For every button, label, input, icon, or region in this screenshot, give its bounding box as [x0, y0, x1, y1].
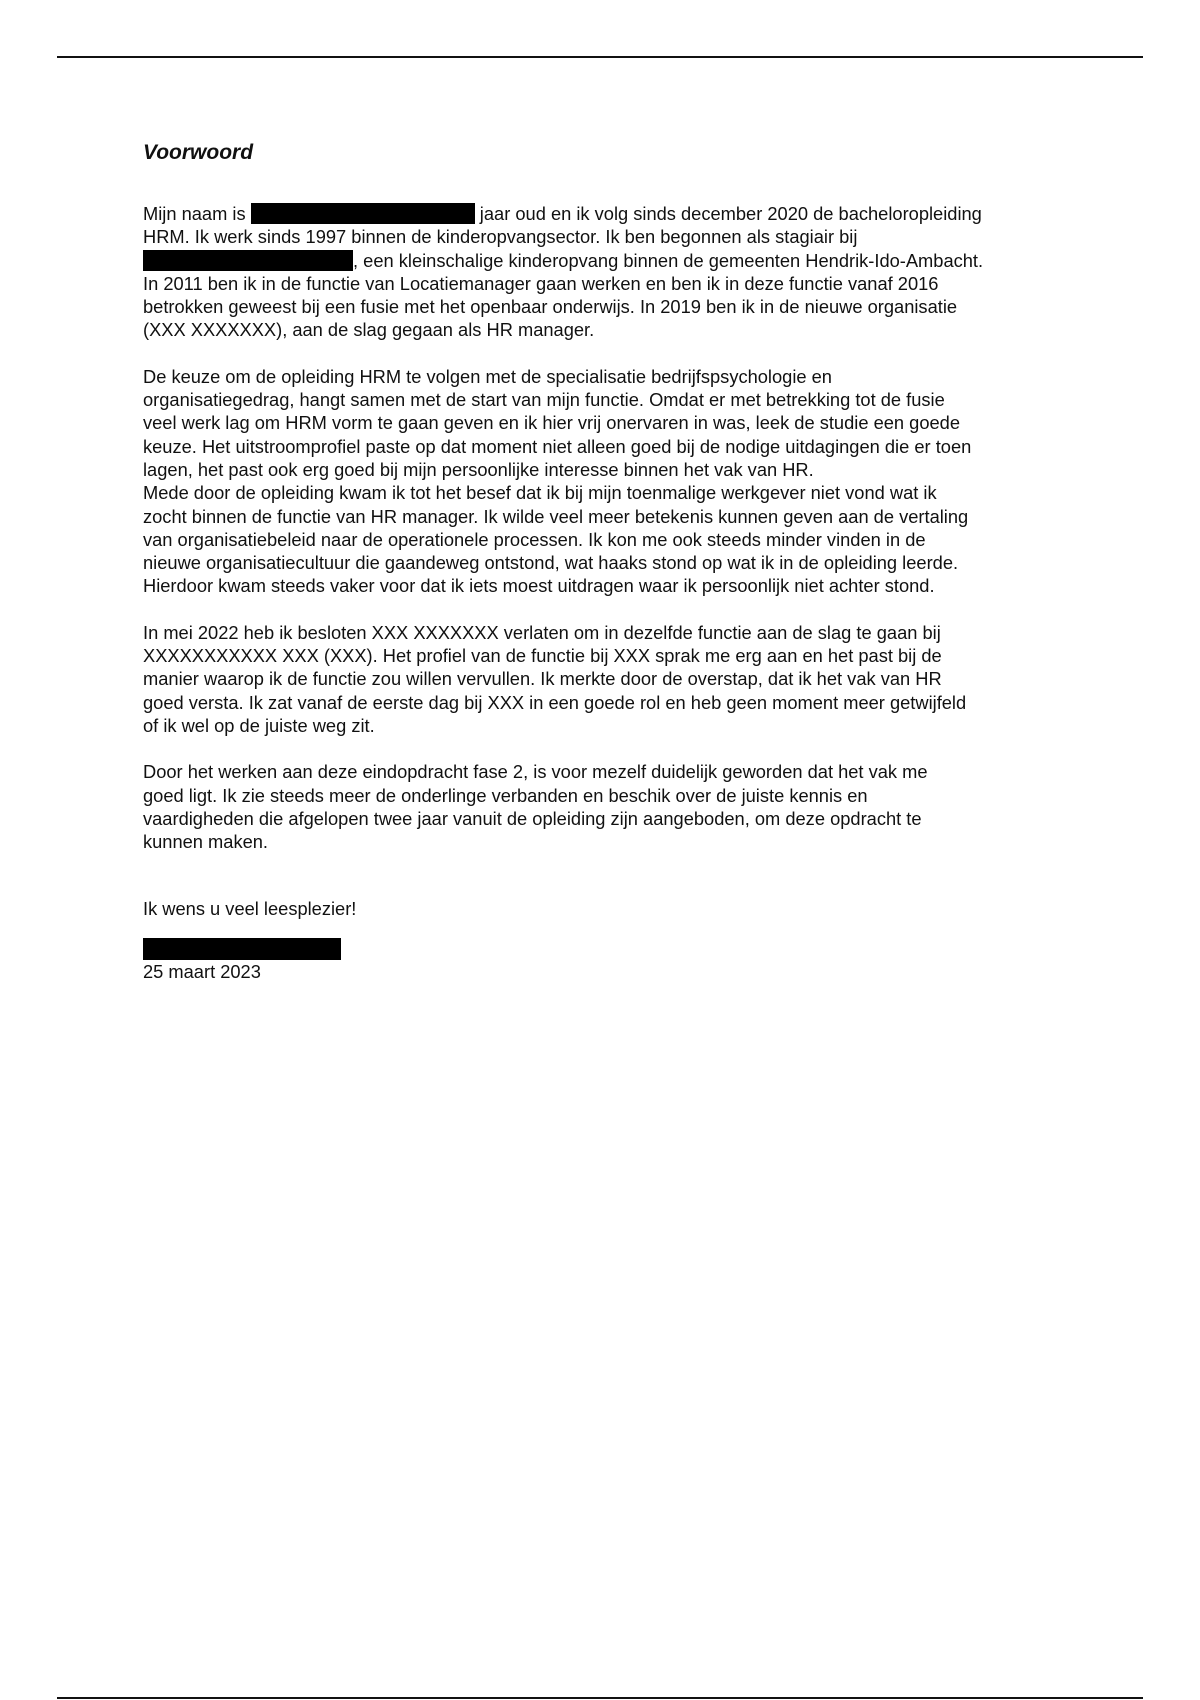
text-fragment: jaar oud en ik volg sinds december 2020 de bacheloropleiding [479, 203, 982, 224]
text-line: van organisatiebeleid naar de operationele processen. Ik kon me ook steeds minder vinden in de [143, 528, 926, 550]
paragraph-career-change [143, 621, 1063, 737]
text-line: of ik wel op de juiste weg zit. [143, 714, 375, 736]
text-line [143, 202, 1063, 225]
text-line: zocht binnen de functie van HR manager. Ik wilde veel meer betekenis kunnen geven aan de vertaling [143, 505, 969, 527]
text-line: manier waarop ik de functie zou willen vervullen. Ik merkte door de overstap, dat ik het vak van HR [143, 668, 942, 690]
text-line: (XXX XXXXXXX), aan de slag gegaan als HR manager. [143, 319, 595, 341]
text-line: betrokken geweest bij een fusie met het openbaar onderwijs. In 2019 ben ik in de nieuwe organisatie [143, 296, 958, 318]
closing-greeting: Ik wens u veel leesplezier! [143, 898, 357, 920]
text-line: keuze. Het uitstroomprofiel paste op dat moment niet alleen goed bij de nodige uitdagingen die er toen [143, 435, 972, 457]
header-rule [57, 56, 1143, 58]
text-line: lagen, het past ook erg goed bij mijn persoonlijke interesse binnen het vak van HR. [143, 458, 814, 480]
section-heading: Voorwoord [143, 141, 254, 164]
text-line: goed versta. Ik zat vanaf de eerste dag bij XXX in een goede rol en heb geen moment meer getwijfeld [143, 691, 967, 713]
text-line: Hierdoor kwam steeds vaker voor dat ik iets moest uitdragen waar ik persoonlijk niet achter stond. [143, 575, 935, 597]
redacted-signature-block [143, 938, 341, 960]
text-line: goed ligt. Ik zie steeds meer de onderlinge verbanden en beschik over de juiste kennis en [143, 784, 868, 806]
text-line: In mei 2022 heb ik besloten XXX XXXXXXX verlaten om in dezelfde functie aan de slag te gaan bij [143, 621, 941, 643]
text-fragment: Mijn naam is [143, 203, 246, 224]
text-line: veel werk lag om HRM vorm te gaan geven en ik hier vrij onervaren in was, leek de studie een goede [143, 412, 960, 434]
text-line: kunnen maken. [143, 831, 269, 853]
document-date: 25 maart 2023 [143, 960, 261, 982]
paragraph-intro [143, 202, 1063, 342]
document-body [143, 140, 1063, 983]
footer-rule [57, 1697, 1143, 1699]
redacted-name-block [251, 203, 475, 224]
text-line: organisatiegedrag, hangt samen met de start van mijn functie. Omdat er met betrekking tot de fusie [143, 389, 945, 411]
text-line: HRM. Ik werk sinds 1997 binnen de kinderopvangsector. Ik ben begonnen als stagiair bij [143, 226, 858, 248]
text-line: In 2011 ben ik in de functie van Locatiemanager gaan werken en ben ik in deze functie vanaf 2016 [143, 272, 939, 294]
text-line: vaardigheden die afgelopen twee jaar vanuit de opleiding zijn aangeboden, om deze opdracht te [143, 807, 922, 829]
paragraph-conclusion [143, 760, 1063, 853]
text-line: Mede door de opleiding kwam ik tot het besef dat ik bij mijn toenmalige werkgever niet vond wat ik [143, 482, 937, 504]
text-line: Door het werken aan deze eindopdracht fase 2, is voor mezelf duidelijk geworden dat het vak me [143, 761, 928, 783]
text-line [143, 249, 1063, 272]
text-line: nieuwe organisatiecultuur die gaandeweg ontstond, wat haaks stond op wat ik in de opleiding leerde. [143, 552, 959, 574]
text-line: De keuze om de opleiding HRM te volgen met de specialisatie bedrijfspsychologie en [143, 365, 832, 387]
text-fragment: , een kleinschalige kinderopvang binnen de gemeenten Hendrik-Ido-Ambacht. [353, 249, 984, 271]
text-line: XXXXXXXXXXX XXX (XXX). Het profiel van de functie bij XXX sprak me erg aan en het past bij de [143, 645, 942, 667]
redacted-organisation-block [143, 250, 353, 271]
paragraph-motivation [143, 365, 1063, 598]
